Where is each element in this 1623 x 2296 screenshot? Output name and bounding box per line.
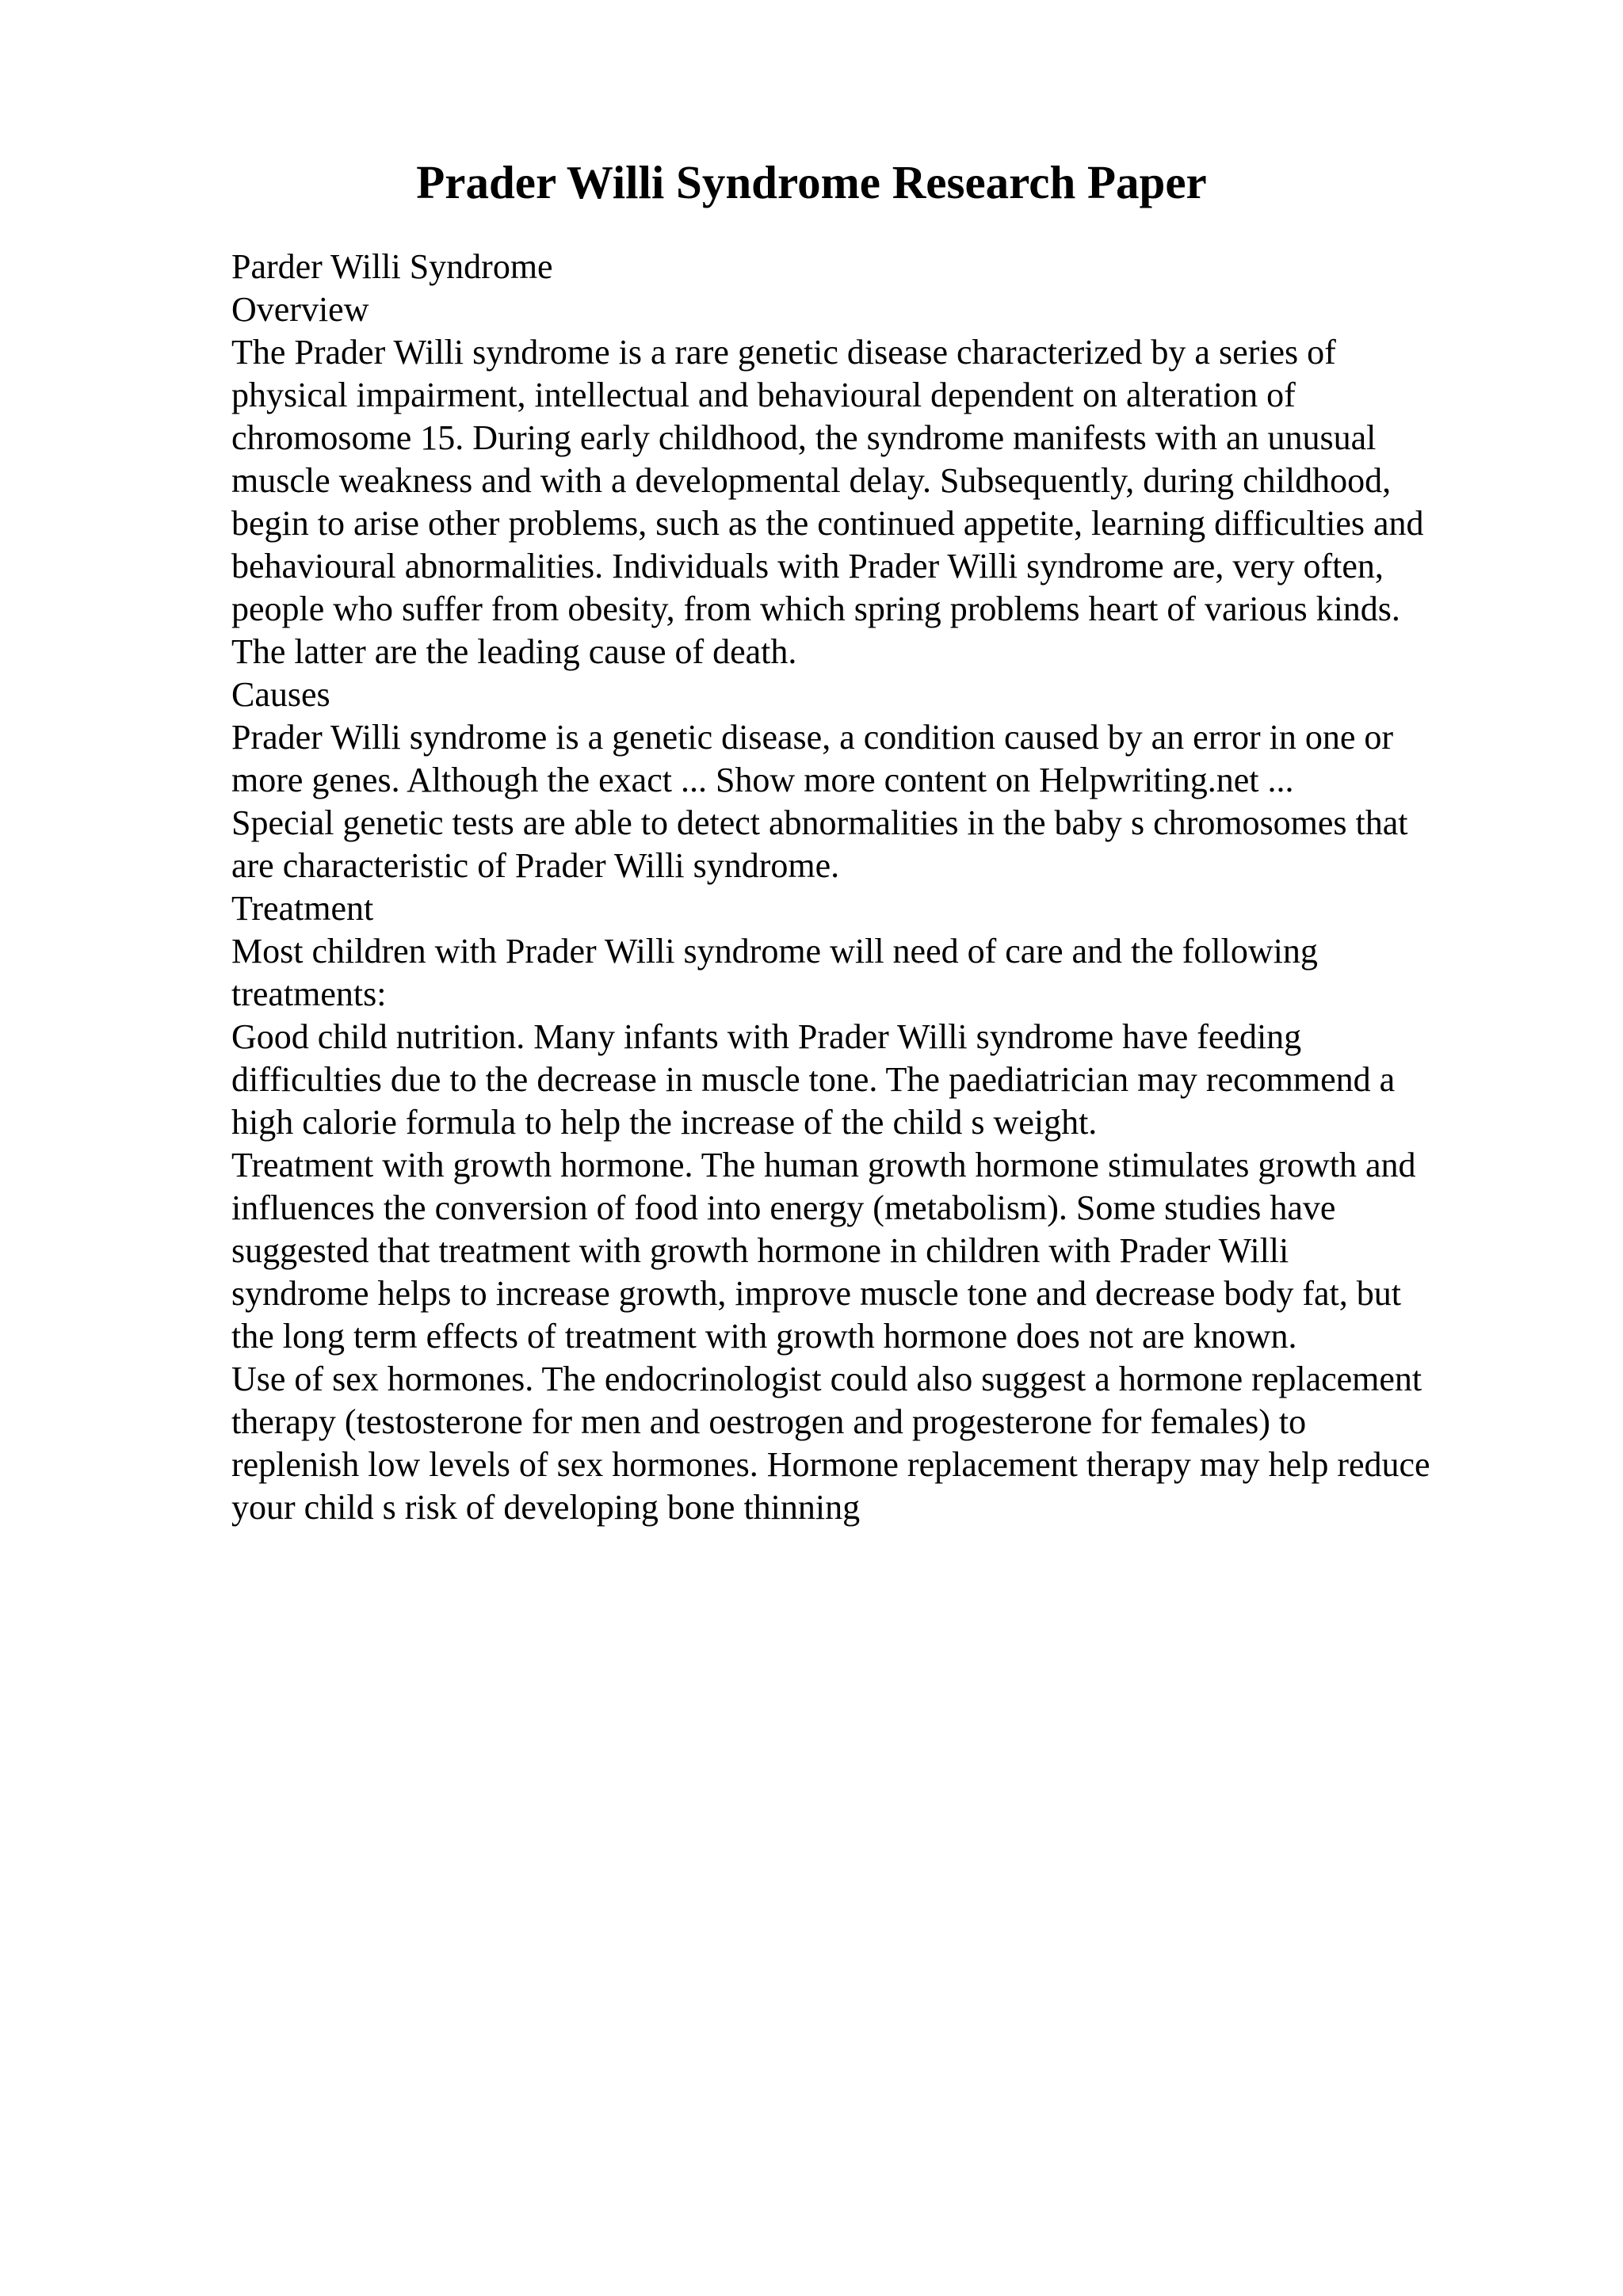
- text-line: difficulties due to the decrease in muscle tone. The paediatrician may recommend a: [231, 1060, 1396, 1099]
- text-line: Special genetic tests are able to detect abnormalities in the baby s chromosomes that: [231, 803, 1408, 842]
- text-line: physical impairment, intellectual and behavioural dependent on alteration of: [231, 376, 1296, 414]
- text-line: more genes. Although the exact ... Show more content on Helpwriting.net ...: [231, 761, 1294, 799]
- text-line: begin to arise other problems, such as the continued appetite, learning difficulties and: [231, 504, 1424, 543]
- text-line: therapy (testosterone for men and oestrogen and progesterone for females) to: [231, 1402, 1307, 1441]
- text-line: replenish low levels of sex hormones. Hormone replacement therapy may help reduce: [231, 1445, 1430, 1484]
- text-line: Treatment with growth hormone. The human growth hormone stimulates growth and: [231, 1146, 1416, 1184]
- text-line: the long term effects of treatment with growth hormone does not are known.: [231, 1317, 1297, 1356]
- text-line: Good child nutrition. Many infants with Prader Willi syndrome have feeding: [231, 1017, 1302, 1056]
- text-line: Prader Willi syndrome is a genetic disease, a condition caused by an error in one or: [231, 718, 1394, 757]
- page-title: Prader Willi Syndrome Research Paper: [416, 156, 1207, 208]
- text-line: treatments:: [231, 974, 387, 1013]
- text-line: Overview: [231, 290, 369, 329]
- text-line: syndrome helps to increase growth, improve muscle tone and decrease body fat, but: [231, 1274, 1401, 1313]
- text-line: suggested that treatment with growth hormone in children with Prader Willi: [231, 1231, 1289, 1270]
- text-line: The latter are the leading cause of death.: [231, 632, 797, 671]
- text-line: Causes: [231, 675, 330, 714]
- text-line: high calorie formula to help the increase of the child s weight.: [231, 1103, 1098, 1142]
- text-line: behavioural abnormalities. Individuals with Prader Willi syndrome are, very often,: [231, 547, 1384, 585]
- text-line: people who suffer from obesity, from which spring problems heart of various kinds.: [231, 589, 1400, 628]
- text-line: chromosome 15. During early childhood, the syndrome manifests with an unusual: [231, 418, 1377, 457]
- text-line: Treatment: [231, 889, 374, 928]
- text-line: your child s risk of developing bone thinning: [231, 1488, 861, 1527]
- text-line: are characteristic of Prader Willi syndrome.: [231, 846, 840, 885]
- text-line: influences the conversion of food into energy (metabolism). Some studies have: [231, 1188, 1336, 1227]
- text-line: The Prader Willi syndrome is a rare genetic disease characterized by a series of: [231, 333, 1336, 372]
- text-line: muscle weakness and with a developmental delay. Subsequently, during childhood,: [231, 461, 1392, 500]
- text-line: Most children with Prader Willi syndrome will need of care and the following: [231, 932, 1318, 971]
- text-line: Parder Willi Syndrome: [231, 247, 553, 286]
- text-line: Use of sex hormones. The endocrinologist could also suggest a hormone replacement: [231, 1360, 1423, 1398]
- document-body: [231, 246, 1515, 1529]
